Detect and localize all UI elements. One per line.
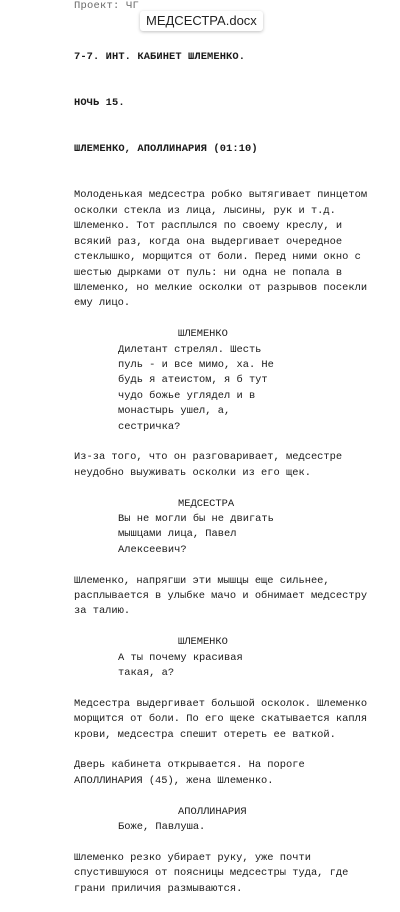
project-label: Проект: ЧГ [74,0,140,12]
scene-heading [74,19,374,188]
screenplay-body [74,19,374,912]
dialogue: Боже, Павлуша. [118,821,206,833]
action-paragraph: Молоденькая медсестра робко вытягивает пинцетом осколки стекла из лица, лысины, рук и т.д. Шлеменко. Тот расплылся по своему креслу, и всякий раз, когда она выдергивает очередное стеклышко, морщится от боли. Перед ними окно с шестью дырками от пуль: ни одна не попала в Шлеменко, но мелкие осколки от разрывов посекли ему лицо. [74,189,368,310]
action-paragraph: Шлеменко резко убирает руку, уже почти спустившуюся от поясницы медсестры туда, где грани приличия размываются. [74,851,349,895]
file-name-badge[interactable]: МЕДСЕСТРА.docx [140,11,263,31]
scene-heading-line: ШЛЕМЕНКО, АПОЛЛИНАРИЯ (01:10) [74,143,258,156]
dialogue: Вы не могли бы не двигать мышцами лица, Павел Алексеевич? [118,512,274,556]
character-name: МЕДСЕСТРА [178,497,235,510]
action-paragraph: Шлеменко, напрягши эти мышцы еще сильнее, расплывается в улыбке мачо и обнимает медсестру за талию. [74,574,368,618]
action-paragraph: Дверь кабинета открывается. На пороге АПОЛЛИНАРИЯ (45), жена Шлеменко. [74,759,305,787]
action-paragraph: Из-за того, что он разговаривает, медсестре неудобно выуживать осколки из его щек. [74,451,343,479]
scene-heading-line: 7-7. ИНТ. КАБИНЕТ ШЛЕМЕНКО. [74,50,246,63]
dialogue: Дилетант стрелял. Шесть пуль - и все мимо, ха. Не будь я атеистом, я б тут чудо божье углядел и в монастырь ушел, а, сестричка? [118,343,274,433]
scene-heading-line: НОЧЬ 15. [74,97,125,110]
character-name: ШЛЕМЕНКО [178,636,228,649]
dialogue: А ты почему красивая такая, а? [118,651,243,679]
character-name: ШЛЕМЕНКО [178,328,228,341]
action-paragraph: Медсестра выдергивает большой осколок. Шлеменко морщится от боли. По его щеке скатывается капля крови, медсестра спешит отереть ее ваткой. [74,697,368,741]
character-name: АПОЛЛИНАРИЯ [178,805,247,818]
